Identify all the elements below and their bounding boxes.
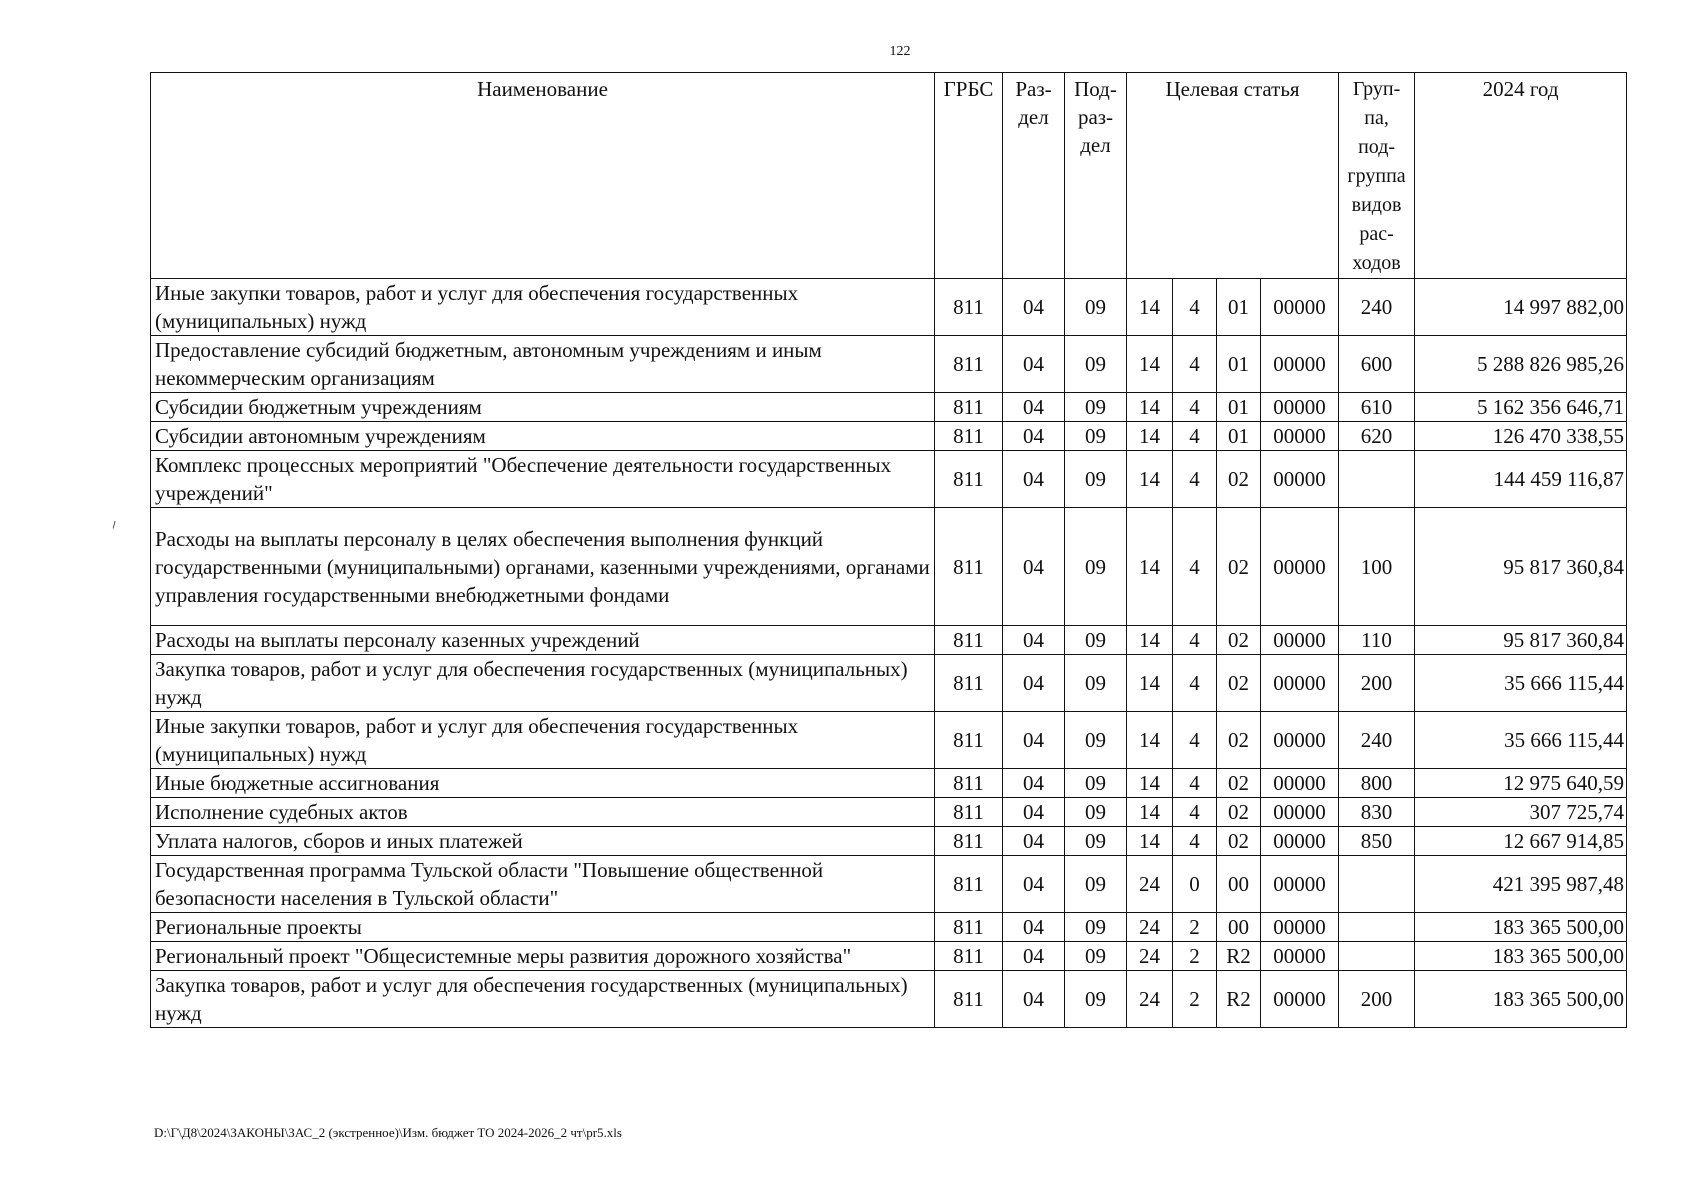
row-target-subprogram: 4 <box>1173 279 1217 336</box>
row-name: Уплата налогов, сборов и иных платежей <box>151 827 935 856</box>
row-grbs: 811 <box>935 279 1003 336</box>
row-name: Государственная программа Тульской области "Повышение общественной безопасности населения в Тульской области" <box>151 856 935 913</box>
row-target-event: 01 <box>1217 336 1261 393</box>
row-amount: 95 817 360,84 <box>1415 626 1627 655</box>
row-target-program: 14 <box>1127 655 1173 712</box>
row-amount: 144 459 116,87 <box>1415 451 1627 508</box>
row-amount: 183 365 500,00 <box>1415 971 1627 1028</box>
row-amount: 35 666 115,44 <box>1415 712 1627 769</box>
row-amount: 421 395 987,48 <box>1415 856 1627 913</box>
row-razdel: 04 <box>1003 712 1065 769</box>
stray-pen-mark: ⸝ <box>105 512 121 532</box>
budget-table <box>150 72 1627 1028</box>
row-target-subprogram: 4 <box>1173 336 1217 393</box>
table-row <box>151 336 1627 393</box>
row-target-program: 14 <box>1127 508 1173 626</box>
row-grbs: 811 <box>935 626 1003 655</box>
row-podrazdel: 09 <box>1065 451 1127 508</box>
row-podrazdel: 09 <box>1065 798 1127 827</box>
row-target-subprogram: 4 <box>1173 451 1217 508</box>
row-grbs: 811 <box>935 336 1003 393</box>
table-row <box>151 971 1627 1028</box>
row-target-direction: 00000 <box>1261 655 1339 712</box>
row-target-event: 02 <box>1217 451 1261 508</box>
row-expense-group <box>1339 451 1415 508</box>
header-grbs: ГРБС <box>935 73 1003 279</box>
row-grbs: 811 <box>935 451 1003 508</box>
row-amount: 14 997 882,00 <box>1415 279 1627 336</box>
table-row <box>151 798 1627 827</box>
row-podrazdel: 09 <box>1065 856 1127 913</box>
row-name: Иные закупки товаров, работ и услуг для обеспечения государственных (муниципальных) нужд <box>151 279 935 336</box>
row-grbs: 811 <box>935 422 1003 451</box>
row-expense-group: 200 <box>1339 971 1415 1028</box>
row-podrazdel: 09 <box>1065 769 1127 798</box>
table-header-row <box>151 73 1627 279</box>
table-row <box>151 451 1627 508</box>
row-expense-group: 240 <box>1339 712 1415 769</box>
page-number: 122 <box>889 44 911 59</box>
row-target-subprogram: 2 <box>1173 942 1217 971</box>
row-target-subprogram: 4 <box>1173 422 1217 451</box>
row-razdel: 04 <box>1003 769 1065 798</box>
row-podrazdel: 09 <box>1065 393 1127 422</box>
row-amount: 35 666 115,44 <box>1415 655 1627 712</box>
row-target-direction: 00000 <box>1261 422 1339 451</box>
row-razdel: 04 <box>1003 626 1065 655</box>
row-target-direction: 00000 <box>1261 856 1339 913</box>
row-name: Закупка товаров, работ и услуг для обеспечения государственных (муниципальных) нужд <box>151 971 935 1028</box>
table-row <box>151 913 1627 942</box>
row-target-subprogram: 4 <box>1173 393 1217 422</box>
row-razdel: 04 <box>1003 451 1065 508</box>
row-razdel: 04 <box>1003 913 1065 942</box>
row-target-program: 14 <box>1127 451 1173 508</box>
row-podrazdel: 09 <box>1065 508 1127 626</box>
row-target-subprogram: 4 <box>1173 827 1217 856</box>
row-expense-group: 100 <box>1339 508 1415 626</box>
row-razdel: 04 <box>1003 336 1065 393</box>
row-target-direction: 00000 <box>1261 769 1339 798</box>
row-razdel: 04 <box>1003 655 1065 712</box>
row-target-subprogram: 0 <box>1173 856 1217 913</box>
row-podrazdel: 09 <box>1065 655 1127 712</box>
row-expense-group: 200 <box>1339 655 1415 712</box>
row-grbs: 811 <box>935 393 1003 422</box>
row-name: Субсидии бюджетным учреждениям <box>151 393 935 422</box>
row-target-event: 00 <box>1217 856 1261 913</box>
row-name: Исполнение судебных актов <box>151 798 935 827</box>
header-name: Наименование <box>151 73 935 279</box>
row-expense-group: 800 <box>1339 769 1415 798</box>
row-target-subprogram: 2 <box>1173 971 1217 1028</box>
row-name: Субсидии автономным учреждениям <box>151 422 935 451</box>
row-grbs: 811 <box>935 508 1003 626</box>
row-target-subprogram: 4 <box>1173 798 1217 827</box>
table-row <box>151 279 1627 336</box>
row-target-subprogram: 4 <box>1173 508 1217 626</box>
row-target-event: 02 <box>1217 827 1261 856</box>
row-podrazdel: 09 <box>1065 827 1127 856</box>
header-target-article: Целевая статья <box>1127 73 1339 279</box>
row-target-program: 24 <box>1127 942 1173 971</box>
table-body <box>151 279 1627 1028</box>
row-razdel: 04 <box>1003 856 1065 913</box>
row-target-program: 14 <box>1127 422 1173 451</box>
table-row <box>151 769 1627 798</box>
row-target-direction: 00000 <box>1261 942 1339 971</box>
row-target-event: 01 <box>1217 393 1261 422</box>
row-razdel: 04 <box>1003 942 1065 971</box>
row-expense-group: 830 <box>1339 798 1415 827</box>
row-podrazdel: 09 <box>1065 336 1127 393</box>
row-expense-group: 850 <box>1339 827 1415 856</box>
row-expense-group: 240 <box>1339 279 1415 336</box>
row-target-event: 01 <box>1217 279 1261 336</box>
row-razdel: 04 <box>1003 798 1065 827</box>
row-razdel: 04 <box>1003 827 1065 856</box>
row-grbs: 811 <box>935 827 1003 856</box>
row-target-event: 02 <box>1217 508 1261 626</box>
row-name: Расходы на выплаты персоналу в целях обеспечения выполнения функций государственными (муниципальными) органами, казенными учреждениями, органами управления государственными внебюджетными фондами <box>151 508 935 626</box>
row-target-direction: 00000 <box>1261 393 1339 422</box>
row-target-subprogram: 4 <box>1173 712 1217 769</box>
row-razdel: 04 <box>1003 279 1065 336</box>
row-podrazdel: 09 <box>1065 422 1127 451</box>
row-grbs: 811 <box>935 856 1003 913</box>
row-amount: 95 817 360,84 <box>1415 508 1627 626</box>
row-grbs: 811 <box>935 769 1003 798</box>
row-podrazdel: 09 <box>1065 626 1127 655</box>
row-target-subprogram: 4 <box>1173 769 1217 798</box>
table-row <box>151 712 1627 769</box>
row-target-program: 24 <box>1127 971 1173 1028</box>
row-target-direction: 00000 <box>1261 913 1339 942</box>
header-expense-group: Груп- па, под- группа видов рас- ходов <box>1339 73 1415 279</box>
header-razdel: Раз- дел <box>1003 73 1065 279</box>
row-target-program: 14 <box>1127 712 1173 769</box>
row-razdel: 04 <box>1003 508 1065 626</box>
row-target-program: 14 <box>1127 626 1173 655</box>
row-target-program: 14 <box>1127 336 1173 393</box>
row-expense-group: 600 <box>1339 336 1415 393</box>
row-target-direction: 00000 <box>1261 626 1339 655</box>
row-name: Региональный проект "Общесистемные меры развития дорожного хозяйства" <box>151 942 935 971</box>
row-target-subprogram: 2 <box>1173 913 1217 942</box>
row-target-subprogram: 4 <box>1173 655 1217 712</box>
row-target-program: 24 <box>1127 856 1173 913</box>
row-target-program: 14 <box>1127 798 1173 827</box>
row-name: Закупка товаров, работ и услуг для обеспечения государственных (муниципальных) нужд <box>151 655 935 712</box>
row-razdel: 04 <box>1003 971 1065 1028</box>
row-grbs: 811 <box>935 798 1003 827</box>
row-amount: 12 975 640,59 <box>1415 769 1627 798</box>
row-target-program: 14 <box>1127 393 1173 422</box>
row-target-direction: 00000 <box>1261 451 1339 508</box>
row-target-direction: 00000 <box>1261 798 1339 827</box>
row-amount: 126 470 338,55 <box>1415 422 1627 451</box>
row-expense-group: 620 <box>1339 422 1415 451</box>
row-amount: 307 725,74 <box>1415 798 1627 827</box>
row-target-subprogram: 4 <box>1173 626 1217 655</box>
row-expense-group: 610 <box>1339 393 1415 422</box>
table-row <box>151 626 1627 655</box>
row-grbs: 811 <box>935 712 1003 769</box>
row-target-event: 01 <box>1217 422 1261 451</box>
row-podrazdel: 09 <box>1065 712 1127 769</box>
row-podrazdel: 09 <box>1065 971 1127 1028</box>
row-grbs: 811 <box>935 913 1003 942</box>
row-expense-group <box>1339 913 1415 942</box>
row-grbs: 811 <box>935 942 1003 971</box>
row-razdel: 04 <box>1003 393 1065 422</box>
file-path-footer: D:\Г\Д8\2024\ЗАКОНЫ\ЗАС_2 (экстренное)\Изм. бюджет ТО 2024-2026_2 чт\pr5.xls <box>154 1125 622 1140</box>
row-name: Региональные проекты <box>151 913 935 942</box>
row-name: Предоставление субсидий бюджетным, автономным учреждениям и иным некоммерческим организациям <box>151 336 935 393</box>
row-target-event: 02 <box>1217 712 1261 769</box>
row-podrazdel: 09 <box>1065 913 1127 942</box>
row-amount: 5 288 826 985,26 <box>1415 336 1627 393</box>
row-target-direction: 00000 <box>1261 827 1339 856</box>
row-target-program: 24 <box>1127 913 1173 942</box>
row-expense-group <box>1339 856 1415 913</box>
header-year: 2024 год <box>1415 73 1627 279</box>
row-grbs: 811 <box>935 971 1003 1028</box>
row-target-event: 00 <box>1217 913 1261 942</box>
row-amount: 183 365 500,00 <box>1415 942 1627 971</box>
row-podrazdel: 09 <box>1065 942 1127 971</box>
row-razdel: 04 <box>1003 422 1065 451</box>
row-name: Иные закупки товаров, работ и услуг для обеспечения государственных (муниципальных) нужд <box>151 712 935 769</box>
row-grbs: 811 <box>935 655 1003 712</box>
row-amount: 12 667 914,85 <box>1415 827 1627 856</box>
row-target-event: 02 <box>1217 655 1261 712</box>
row-target-direction: 00000 <box>1261 971 1339 1028</box>
row-target-program: 14 <box>1127 769 1173 798</box>
table-row <box>151 827 1627 856</box>
table-row <box>151 508 1627 626</box>
row-target-program: 14 <box>1127 279 1173 336</box>
table-row <box>151 393 1627 422</box>
row-expense-group: 110 <box>1339 626 1415 655</box>
row-target-event: R2 <box>1217 942 1261 971</box>
row-target-direction: 00000 <box>1261 336 1339 393</box>
header-podrazdel: Под- раз- дел <box>1065 73 1127 279</box>
row-amount: 183 365 500,00 <box>1415 913 1627 942</box>
row-expense-group <box>1339 942 1415 971</box>
row-target-event: 02 <box>1217 769 1261 798</box>
table-row <box>151 942 1627 971</box>
row-target-direction: 00000 <box>1261 712 1339 769</box>
table-row <box>151 856 1627 913</box>
table-row <box>151 655 1627 712</box>
row-target-event: 02 <box>1217 626 1261 655</box>
row-target-direction: 00000 <box>1261 279 1339 336</box>
row-name: Иные бюджетные ассигнования <box>151 769 935 798</box>
row-podrazdel: 09 <box>1065 279 1127 336</box>
row-name: Комплекс процессных мероприятий "Обеспечение деятельности государственных учреждений" <box>151 451 935 508</box>
row-target-event: 02 <box>1217 798 1261 827</box>
row-target-program: 14 <box>1127 827 1173 856</box>
row-name: Расходы на выплаты персоналу казенных учреждений <box>151 626 935 655</box>
row-amount: 5 162 356 646,71 <box>1415 393 1627 422</box>
table-row <box>151 422 1627 451</box>
row-target-direction: 00000 <box>1261 508 1339 626</box>
row-target-event: R2 <box>1217 971 1261 1028</box>
